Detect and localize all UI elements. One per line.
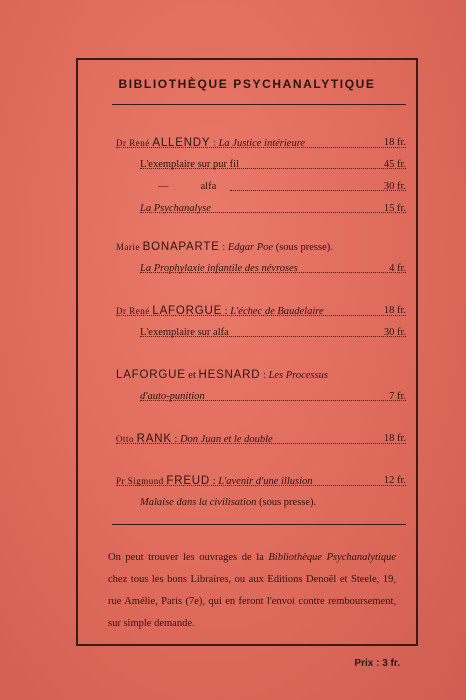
press-note: (sous presse). [259, 497, 317, 508]
entry-laforgue-hesnard: LAFORGUE et HESNARD : Les Processus [116, 369, 328, 381]
author-name: FREUD [166, 475, 211, 487]
author-prefix: Dr René [116, 138, 150, 148]
catalog-header: BIBLIOTHÈQUE PSYCHANALYTIQUE [118, 77, 376, 91]
ordering-note: On peut trouver les ouvrages de la Bibliothèque Psychanalytique chez tous les bons Libraires, ou aux Editions Denoël et Steele, 19, rue Amélie, Paris (7e), qui en feront l'envoi contre remboursement, sur simple demande. [108, 552, 397, 629]
entry-laforgue: Dr René LAFORGUE : L'échec de Baudelaire 18 fr. [116, 305, 406, 317]
entry-bonaparte-prophylaxie [140, 262, 406, 276]
book-price: 45 fr. [383, 159, 406, 170]
author-name: LAFORGUE [116, 369, 186, 381]
edition-label: L'exemplaire sur pur fil [140, 159, 239, 170]
book-price: 30 fr. [383, 181, 406, 192]
book-title: La Prophylaxie infantile des névroses [140, 263, 298, 274]
book-title: La Justice intérieure [218, 138, 306, 149]
book-title: Edgar Poe [227, 242, 274, 253]
book-price: 18 fr. [383, 305, 406, 316]
entry-bonaparte: Marie BONAPARTE : Edgar Poe (sous presse). [116, 241, 333, 253]
conjunction: et [188, 370, 196, 381]
entry-rank: Otto RANK : Don Juan et le double 18 fr. [116, 433, 406, 445]
book-price: 15 fr. [383, 203, 406, 214]
book-title: Malaise dans la civilisation [140, 497, 257, 508]
book-title: La Psychanalyse [140, 203, 211, 214]
author-prefix: Otto [116, 434, 135, 444]
entry-freud-malaise [140, 496, 406, 510]
edition-label: L'exemplaire sur alfa [140, 327, 229, 338]
author-name: RANK [136, 433, 172, 445]
cover-price: Prix : 3 fr. [354, 658, 400, 669]
press-note: (sous presse). [275, 242, 333, 253]
entry-allendy-alfa [140, 180, 406, 194]
book-price: 12 fr. [383, 475, 406, 486]
author-name: ALLENDY [152, 137, 211, 149]
book-price: 4 fr. [389, 263, 406, 274]
edition-label: alfa [200, 181, 217, 192]
entry-freud: Pr Sigmund FREUD : L'avenir d'une illusion 12 fr. [116, 475, 406, 487]
author-prefix: Dr René [116, 306, 150, 316]
ditto-dash: — [158, 181, 169, 192]
book-title: d'auto-punition [140, 391, 205, 402]
author-prefix: Pr Sigmund [116, 476, 164, 486]
footer-rule [112, 524, 406, 525]
book-price: 18 fr. [383, 137, 406, 148]
entry-allendy: Dr René ALLENDY : La Justice intérieure 18 fr. [116, 137, 406, 149]
book-title: L'avenir d'une illusion [218, 476, 313, 487]
entry-laforgue-alfa [140, 326, 406, 340]
entry-allendy-pur-fil [140, 158, 406, 172]
book-title: Les Processus [268, 370, 328, 381]
author-name: BONAPARTE [142, 241, 220, 253]
entry-laforgue-hesnard-cont [140, 390, 406, 404]
author-name: LAFORGUE [152, 305, 223, 317]
book-price: 30 fr. [383, 327, 406, 338]
entry-allendy-psychanalyse [140, 202, 406, 216]
book-price: 7 fr. [389, 391, 406, 402]
book-price: 18 fr. [383, 433, 406, 444]
header-rule [112, 104, 406, 105]
author-prefix: Marie [116, 242, 140, 252]
book-title: Don Juan et le double [179, 434, 273, 445]
catalog-frame [76, 58, 418, 646]
book-title: L'échec de Baudelaire [230, 306, 324, 317]
author-name: HESNARD [198, 369, 261, 381]
